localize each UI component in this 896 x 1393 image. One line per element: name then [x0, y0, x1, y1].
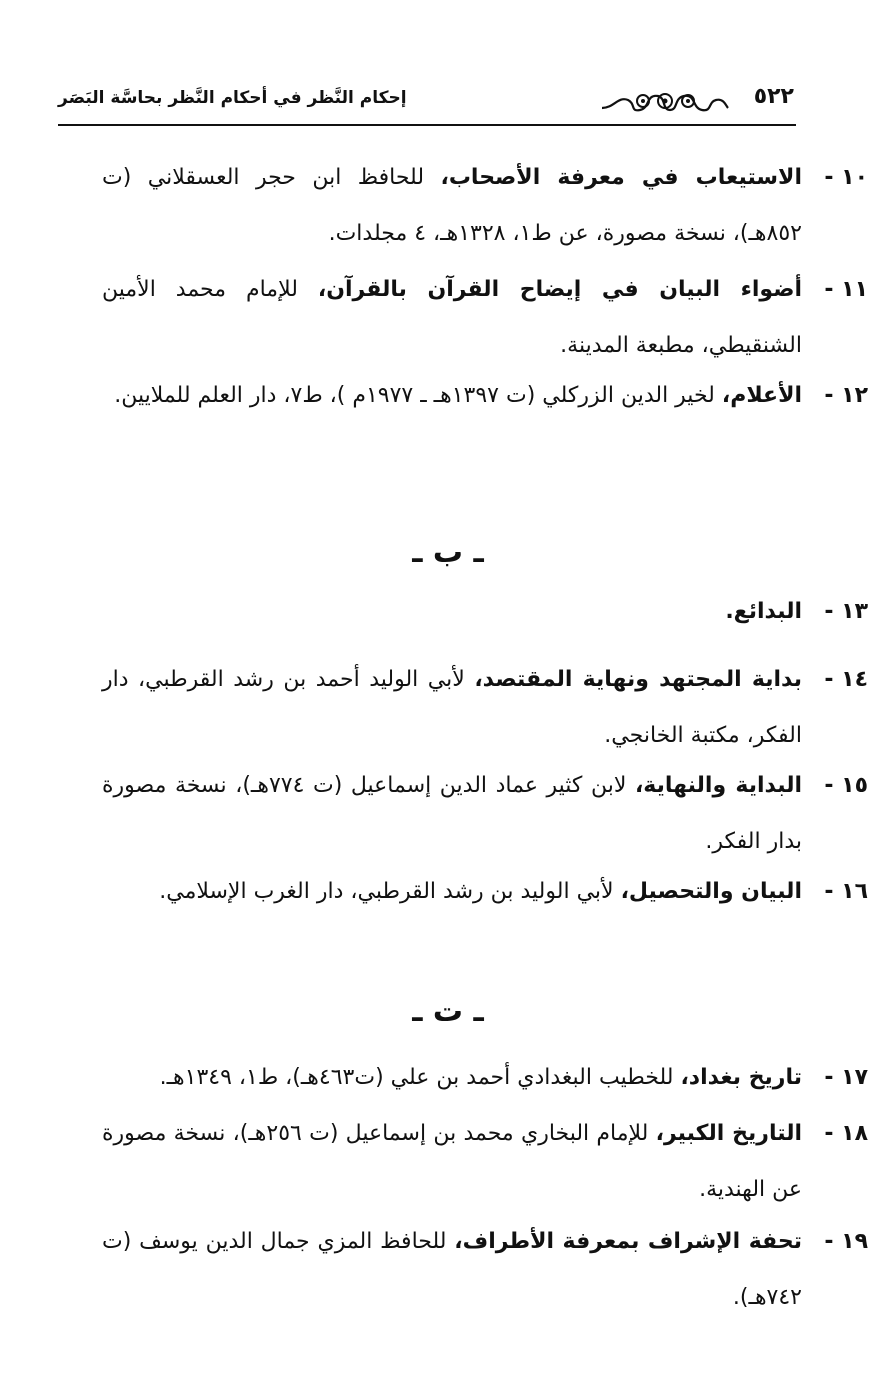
bibliography-entry-15: [102, 758, 868, 870]
entry-details: لأبي الوليد بن رشد القرطبي، دار الغرب الإسلامي.: [159, 879, 621, 904]
entry-details: لخير الدين الزركلي (ت ١٣٩٧هـ ـ ١٩٧٧م )، ط٧، دار العلم للملايين.: [114, 383, 722, 408]
entry-number: ١٢ -: [824, 383, 868, 408]
entry-number: ١٤ -: [824, 667, 868, 692]
bibliography-entry-12: [102, 368, 868, 424]
entry-number: ١٣ -: [824, 599, 868, 624]
entry-details: لأبي الوليد أحمد بن رشد القرطبي، دار الفكر، مكتبة الخانجي.: [102, 667, 802, 748]
entry-title: البيان والتحصيل،: [620, 879, 802, 904]
running-title: إحكام النَّظر في أحكام النَّظر بحاسَّة البَصَر: [58, 88, 407, 108]
section-heading-ba: ـ ب ـ: [412, 535, 484, 570]
page-header: [58, 80, 796, 126]
entry-title: تاريخ بغداد،: [680, 1065, 802, 1090]
entry-details: للحافظ ابن حجر العسقلاني (ت ٨٥٢هـ)، نسخة مصورة، عن ط١، ١٣٢٨هـ، ٤ مجلدات.: [102, 165, 802, 246]
entry-title: أضواء البيان في إيضاح القرآن بالقرآن،: [317, 277, 803, 302]
bibliography-entry-18: [102, 1106, 868, 1218]
entry-number: ١٧ -: [824, 1065, 868, 1090]
bibliography-entry-17: [102, 1050, 868, 1106]
entry-details: للإمام محمد الأمين الشنقيطي، مطبعة المدينة.: [102, 277, 802, 358]
page-number: ٥٢٢: [753, 84, 794, 109]
entry-number: ١٨ -: [824, 1121, 868, 1146]
bibliography-entry-19: [102, 1214, 868, 1326]
entry-details: للإمام البخاري محمد بن إسماعيل (ت ٢٥٦هـ)، نسخة مصورة عن الهندية.: [102, 1121, 802, 1202]
entry-title: البدائع.: [725, 599, 802, 624]
entry-number: ١٥ -: [824, 773, 868, 798]
entry-number: ١٦ -: [824, 879, 868, 904]
entry-details: للخطيب البغدادي أحمد بن علي (ت٤٦٣هـ)، ط١، ١٣٤٩هـ.: [159, 1065, 681, 1090]
bibliography-entry-16: [102, 864, 868, 920]
entry-title: البداية والنهاية،: [634, 773, 802, 798]
entry-details: للحافظ المزي جمال الدين يوسف (ت ٧٤٢هـ).: [102, 1229, 802, 1310]
bibliography-entry-10: [102, 150, 868, 262]
entry-number: ١١ -: [824, 277, 868, 302]
entry-title: بداية المجتهد ونهاية المقتصد،: [474, 667, 803, 692]
entry-title: التاريخ الكبير،: [655, 1121, 802, 1146]
entry-title: الأعلام،: [721, 383, 802, 408]
entry-details: لابن كثير عماد الدين إسماعيل (ت ٧٧٤هـ)، نسخة مصورة بدار الفكر.: [102, 773, 802, 854]
decorative-ornament-icon: [600, 86, 730, 116]
entry-title: تحفة الإشراف بمعرفة الأطراف،: [454, 1229, 802, 1254]
bibliography-entry-14: [102, 652, 868, 764]
bibliography-entry-11: [102, 262, 868, 374]
bibliography-entry-13: [102, 584, 868, 640]
entry-number: ١٠ -: [824, 165, 868, 190]
entry-title: الاستيعاب في معرفة الأصحاب،: [440, 165, 802, 190]
section-heading-ta: ـ ت ـ: [412, 994, 484, 1029]
entry-number: ١٩ -: [824, 1229, 868, 1254]
